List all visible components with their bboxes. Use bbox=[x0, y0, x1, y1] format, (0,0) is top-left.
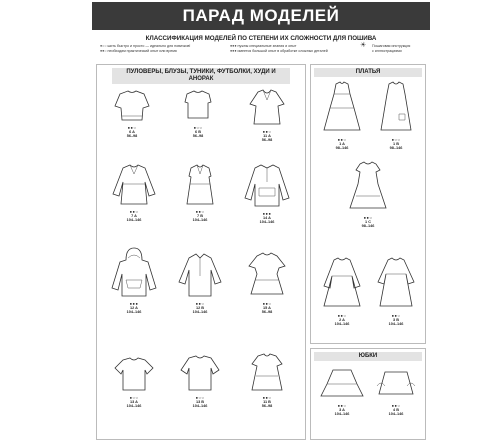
model-13b[interactable] bbox=[168, 350, 232, 409]
tunic-sketch bbox=[241, 246, 293, 302]
section-title-dresses: ПЛАТЬЯ bbox=[314, 68, 422, 77]
difficulty-dots: ●●○ bbox=[337, 137, 347, 142]
model-6a[interactable] bbox=[102, 86, 162, 139]
difficulty-legend bbox=[100, 44, 422, 58]
difficulty-dots: ●○○ bbox=[195, 395, 205, 400]
model-code: 1 B bbox=[393, 142, 399, 146]
model-2a[interactable] bbox=[314, 252, 370, 327]
difficulty-dots: ●○○ bbox=[391, 137, 401, 142]
model-code: 12 B bbox=[195, 306, 205, 310]
model-code: 1 C bbox=[365, 220, 371, 224]
model-size: 98–146 bbox=[361, 224, 375, 229]
model-code: 4 B bbox=[393, 408, 399, 412]
blouse-sketch bbox=[109, 160, 159, 210]
legend-line-expert: ●●● имеется большой опыт в обработке сложных деталей bbox=[230, 48, 328, 53]
model-13a[interactable] bbox=[102, 350, 166, 409]
hoodie-sketch bbox=[108, 246, 160, 302]
model-size: 104–146 bbox=[388, 412, 404, 417]
model-3a[interactable] bbox=[314, 364, 370, 417]
model-1b[interactable] bbox=[368, 80, 424, 151]
model-size: 98–146 bbox=[335, 146, 349, 151]
model-size: 56–98 bbox=[192, 134, 204, 139]
dress-sketch bbox=[318, 80, 366, 138]
difficulty-dots: ●●○ bbox=[391, 403, 401, 408]
model-7a[interactable] bbox=[102, 160, 166, 223]
difficulty-dots: ●●○ bbox=[391, 313, 401, 318]
model-code: 3 A bbox=[339, 408, 345, 412]
legend-col-3 bbox=[372, 44, 410, 53]
model-size: 104–146 bbox=[126, 218, 142, 223]
model-size: 56–98 bbox=[126, 134, 138, 139]
section-title-skirts: ЮБКИ bbox=[314, 352, 422, 361]
model-15a[interactable] bbox=[234, 246, 300, 315]
model-size: 104–146 bbox=[126, 310, 142, 315]
blouse-sketch bbox=[175, 160, 225, 210]
difficulty-dots: ●●○ bbox=[262, 395, 272, 400]
difficulty-dots: ●●○ bbox=[127, 125, 137, 130]
model-code: 14 A bbox=[263, 216, 271, 220]
model-size: 104–146 bbox=[192, 218, 208, 223]
model-size: 104–146 bbox=[388, 322, 404, 327]
page-title: ПАРАД МОДЕЛЕЙ bbox=[92, 2, 430, 30]
anorak-sketch bbox=[241, 160, 293, 212]
tunic-sketch bbox=[244, 86, 290, 130]
dress-sketch bbox=[370, 252, 422, 314]
instruction-sun-icon: ☀ bbox=[360, 42, 367, 49]
top-sketch bbox=[112, 86, 152, 126]
shirt-sketch bbox=[174, 246, 226, 302]
model-1a[interactable] bbox=[314, 80, 370, 151]
model-size: 56–98 bbox=[261, 310, 273, 315]
difficulty-dots: ●●○ bbox=[262, 301, 272, 306]
model-size: 104–146 bbox=[192, 404, 208, 409]
model-size: 104–146 bbox=[259, 220, 275, 225]
legend-line-illustrations: с иллюстрациями bbox=[372, 48, 402, 53]
model-code: 1 A bbox=[339, 142, 345, 146]
dress-sketch bbox=[373, 80, 419, 138]
skirt-sketch bbox=[317, 364, 367, 404]
legend-line-instruction: Пошаговая инструкция bbox=[372, 44, 411, 48]
catalog-page bbox=[92, 0, 430, 442]
dress-sketch bbox=[344, 156, 392, 216]
model-size: 104–146 bbox=[126, 404, 142, 409]
difficulty-dots: ●●○ bbox=[363, 215, 373, 220]
model-size: 104–146 bbox=[334, 322, 350, 327]
tshirt-sketch bbox=[109, 350, 159, 396]
model-14a[interactable] bbox=[234, 160, 300, 225]
model-4b[interactable] bbox=[368, 364, 424, 417]
difficulty-dots: ●●○ bbox=[195, 209, 205, 214]
model-11a[interactable] bbox=[234, 86, 300, 143]
legend-line-easy: ●○○ шить быстро и просто — идеально для новичков! bbox=[100, 44, 191, 48]
difficulty-dots: ●●○ bbox=[129, 209, 139, 214]
difficulty-dots: ●●○ bbox=[262, 129, 272, 134]
section-title-tops: ПУЛОВЕРЫ, БЛУЗЫ, ТУНИКИ, ФУТБОЛКИ, ХУДИ И АНОРАК bbox=[112, 68, 290, 84]
model-size: 56–98 bbox=[261, 404, 273, 409]
model-code: 7 B bbox=[197, 214, 203, 218]
model-12b[interactable] bbox=[168, 246, 232, 315]
model-code: 13 B bbox=[195, 400, 205, 404]
model-size: 56–98 bbox=[261, 138, 273, 143]
legend-col-2 bbox=[230, 44, 328, 53]
model-12a[interactable] bbox=[102, 246, 166, 315]
model-code: 3 B bbox=[393, 318, 399, 322]
model-6b[interactable] bbox=[168, 86, 228, 139]
model-1c[interactable] bbox=[340, 156, 396, 229]
model-11b[interactable] bbox=[234, 350, 300, 409]
difficulty-dots: ●○○ bbox=[129, 395, 139, 400]
model-size: 104–146 bbox=[334, 412, 350, 417]
model-code: 12 A bbox=[130, 306, 138, 310]
model-code: 11 B bbox=[263, 400, 271, 404]
model-code: 2 A bbox=[339, 318, 345, 322]
difficulty-dots: ●●● bbox=[262, 211, 272, 216]
tunic-sketch bbox=[242, 350, 292, 396]
difficulty-dots: ●○○ bbox=[193, 125, 203, 130]
model-size: 104–146 bbox=[192, 310, 208, 315]
model-code: 13 A bbox=[130, 400, 138, 404]
legend-line-hard: ●●● нужны специальные знания и опыт bbox=[230, 44, 297, 48]
top-sketch bbox=[178, 86, 218, 126]
model-3b[interactable] bbox=[368, 252, 424, 327]
page-subtitle: КЛАССИФИКАЦИЯ МОДЕЛЕЙ ПО СТЕПЕНИ ИХ СЛОЖНОСТИ ДЛЯ ПОШИВА bbox=[145, 35, 377, 42]
model-code: 6 B bbox=[195, 130, 201, 134]
difficulty-dots: ●●○ bbox=[195, 301, 205, 306]
model-size: 98–146 bbox=[389, 146, 403, 151]
skirt-sketch bbox=[371, 364, 421, 404]
model-code: 7 A bbox=[131, 214, 137, 218]
dress-sketch bbox=[316, 252, 368, 314]
model-code: 15 A bbox=[263, 306, 271, 310]
difficulty-dots: ●●○ bbox=[337, 403, 347, 408]
model-code: 11 A bbox=[263, 134, 271, 138]
model-7b[interactable] bbox=[168, 160, 232, 223]
legend-line-medium: ●●○ необходим практический опыт или время bbox=[100, 48, 177, 53]
legend-col-1 bbox=[100, 44, 190, 53]
tshirt-sketch bbox=[175, 350, 225, 396]
difficulty-dots: ●●○ bbox=[337, 313, 347, 318]
difficulty-dots: ●●● bbox=[129, 301, 139, 306]
model-code: 6 A bbox=[129, 130, 135, 134]
